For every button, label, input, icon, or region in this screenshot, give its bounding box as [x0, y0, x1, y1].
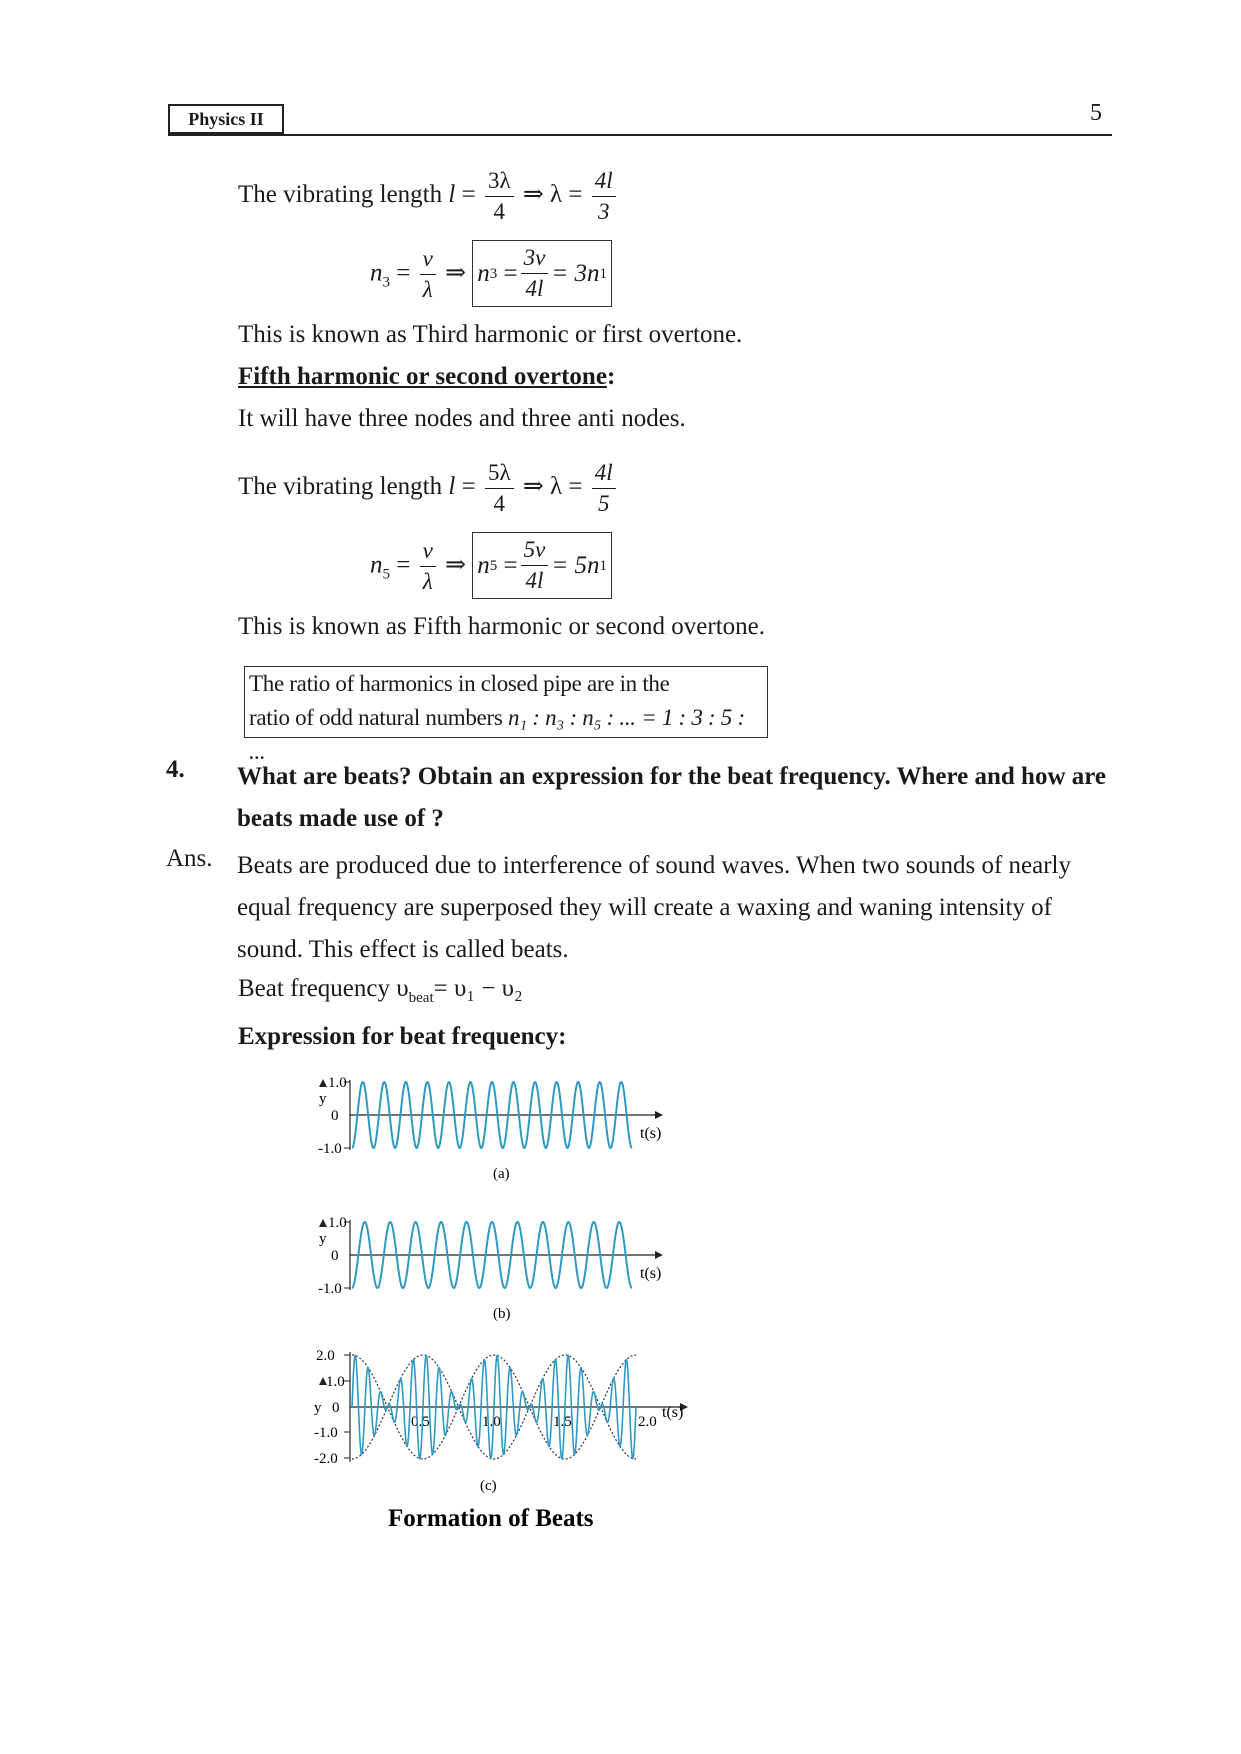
figure-title: Formation of Beats: [388, 1505, 594, 1532]
question-number: 4.: [166, 756, 185, 783]
tick-label: 0: [331, 1108, 339, 1124]
fifth-harmonic-heading: Fifth harmonic or second overtone:: [238, 363, 616, 390]
nodes-text: It will have three nodes and three anti nodes.: [238, 405, 686, 432]
panel-a: [318, 1075, 663, 1182]
x-tick-label: 1.5: [553, 1414, 572, 1430]
fraction: $\frac{3v}{4l}$: [521, 243, 549, 304]
fraction: $\frac{5\lambda}{4}$: [485, 458, 514, 519]
ratio-line-2: ratio of odd natural numbers n₁ : n₃ : n₅ : ... = 1 : 3 : 5 : ...: [249, 705, 745, 764]
fraction: $\frac{5v}{4l}$: [521, 535, 549, 596]
x-arrow-icon: [655, 1111, 663, 1119]
x-label: t(s): [640, 1125, 662, 1142]
tick-label: 1.0: [326, 1374, 345, 1390]
caption-c: (c): [480, 1478, 497, 1494]
boxed-result: n 3 = $\frac{3v}{4l}$ = 3n 1: [472, 240, 612, 307]
fifth-harmonic-caption: This is known as Fifth harmonic or second overtone.: [238, 613, 765, 640]
fraction: $\frac{v}{\lambda}$: [420, 536, 436, 597]
y-arrow-icon: [319, 1079, 327, 1087]
fifth-frequency-equation: $n_5$ = $\frac{v}{\lambda}$ ⇒ n 5 = $\frac{5v}{4l}$ = 5n 1: [370, 532, 612, 599]
fraction: $\frac{4l}{3}$: [592, 166, 616, 227]
x-arrow-icon: [655, 1251, 663, 1259]
header-title: Physics II: [168, 104, 284, 134]
third-harmonic-caption: This is known as Third harmonic or first overtone.: [238, 321, 743, 348]
fraction: $\frac{v}{\lambda}$: [420, 244, 436, 305]
beat-frequency-formula: Beat frequency $\upsilon_{beat}= \upsilon_1 - \upsilon_2$: [238, 975, 523, 1006]
panel-c: [314, 1348, 688, 1494]
y-label: y: [319, 1091, 327, 1107]
third-frequency-equation: $n_3$ = $\frac{v}{\lambda}$ ⇒ n 3 = $\frac{3v}{4l}$ = 3n 1: [370, 240, 612, 307]
ratio-note-box: [244, 666, 768, 764]
third-vibrating-length: The vibrating length l = $\frac{3\lambda}{4}$ ⇒ λ = $\frac{4l}{3}$: [238, 166, 619, 227]
tick-label: 0: [332, 1400, 340, 1416]
y-arrow-icon: [319, 1219, 327, 1227]
tick-label: 0: [331, 1248, 339, 1264]
answer-paragraph: Beats are produced due to interference of sound waves. When two sounds of nearly equal frequency are superposed they will create a waxing and waning intensity of sound. This effect is called beats.: [237, 852, 1071, 963]
header-rule: [168, 134, 1112, 136]
x-tick-label: 0.5: [411, 1414, 430, 1430]
tick-label: -1.0: [314, 1425, 338, 1441]
ratio-line-1: The ratio of harmonics in closed pipe are in the: [249, 671, 670, 696]
tick-label: -2.0: [314, 1451, 338, 1467]
caption-a: (a): [493, 1166, 510, 1182]
page-number: 5: [1090, 100, 1102, 126]
caption-b: (b): [493, 1306, 511, 1322]
tick-label: 1.0: [328, 1215, 347, 1231]
panel-b: [318, 1215, 663, 1322]
expression-heading: Expression for beat frequency:: [238, 1023, 567, 1050]
y-label: y: [319, 1231, 327, 1247]
x-tick-label: 1.0: [482, 1414, 501, 1430]
question-text: What are beats? Obtain an expression for the beat frequency. Where and how are beats made use of ?: [237, 763, 1107, 832]
tick-label: 2.0: [316, 1348, 335, 1364]
y-label: y: [314, 1400, 322, 1416]
tick-label: -1.0: [318, 1281, 342, 1297]
beats-figure: [300, 1060, 700, 1540]
tick-label: 1.0: [328, 1075, 347, 1091]
fifth-vibrating-length: The vibrating length l = $\frac{5\lambda}{4}$ ⇒ λ = $\frac{4l}{5}$: [238, 458, 619, 519]
fraction: $\frac{3\lambda}{4}$: [485, 166, 514, 227]
x-label: t(s): [662, 1404, 684, 1421]
x-tick-label: 2.0: [638, 1414, 657, 1430]
fraction: $\frac{4l}{5}$: [592, 458, 616, 519]
x-label: t(s): [640, 1265, 662, 1282]
tick-label: -1.0: [318, 1141, 342, 1157]
boxed-result: n 5 = $\frac{5v}{4l}$ = 5n 1: [472, 532, 612, 599]
answer-label: Ans.: [166, 845, 213, 872]
